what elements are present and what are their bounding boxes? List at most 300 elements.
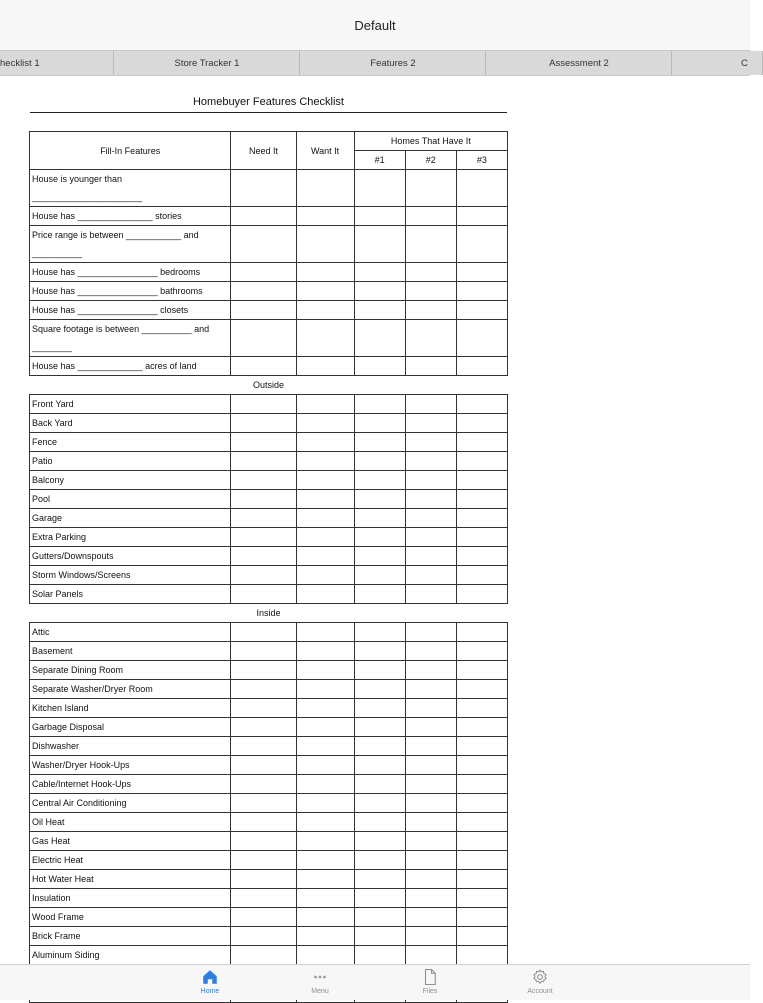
check-cell[interactable] [456, 566, 507, 585]
check-cell[interactable] [405, 661, 456, 680]
tab-checklist-1[interactable]: hecklist 1 [0, 51, 114, 75]
check-cell[interactable] [354, 718, 405, 737]
check-cell[interactable] [296, 737, 354, 756]
check-cell[interactable] [405, 301, 456, 320]
check-cell[interactable] [456, 395, 507, 414]
check-cell[interactable] [456, 433, 507, 452]
table-header-row [30, 132, 508, 151]
sheet-tab-strip [0, 50, 750, 76]
feature-label: Hot Water Heat [30, 870, 231, 889]
feature-label: Balcony [30, 471, 231, 490]
check-cell[interactable] [231, 528, 296, 547]
table-row [30, 832, 508, 851]
check-cell[interactable] [405, 490, 456, 509]
check-cell[interactable] [231, 794, 296, 813]
check-cell[interactable] [354, 170, 405, 207]
check-cell[interactable] [296, 623, 354, 642]
check-cell[interactable] [456, 775, 507, 794]
check-cell[interactable] [231, 813, 296, 832]
check-cell[interactable] [405, 170, 456, 207]
table-row [30, 889, 508, 908]
table-row [30, 263, 508, 282]
check-cell[interactable] [231, 851, 296, 870]
check-cell[interactable] [456, 718, 507, 737]
check-cell[interactable] [405, 908, 456, 927]
check-cell[interactable] [296, 832, 354, 851]
feature-label: Wood Frame [30, 908, 231, 927]
feature-label: Attic [30, 623, 231, 642]
check-cell[interactable] [405, 889, 456, 908]
check-cell[interactable] [296, 775, 354, 794]
check-cell[interactable] [296, 170, 354, 207]
table-row [30, 623, 508, 642]
table-row [30, 680, 508, 699]
check-cell[interactable] [354, 414, 405, 433]
check-cell[interactable] [456, 870, 507, 889]
check-cell[interactable] [456, 889, 507, 908]
check-cell[interactable] [456, 623, 507, 642]
check-cell[interactable] [231, 566, 296, 585]
check-cell[interactable] [231, 471, 296, 490]
check-cell[interactable] [296, 566, 354, 585]
check-cell[interactable] [296, 547, 354, 566]
table-row [30, 813, 508, 832]
table-row [30, 756, 508, 775]
check-cell[interactable] [456, 794, 507, 813]
check-cell[interactable] [354, 282, 405, 301]
fill-in-feature-cell[interactable] [30, 357, 231, 376]
check-cell[interactable] [231, 832, 296, 851]
check-cell[interactable] [296, 908, 354, 927]
header-want-it: Want It [296, 132, 354, 170]
check-cell[interactable] [296, 490, 354, 509]
header-home-3: #3 [456, 151, 507, 170]
check-cell[interactable] [296, 433, 354, 452]
section-label-inside: Inside [30, 604, 508, 623]
check-cell[interactable] [405, 737, 456, 756]
check-cell[interactable] [231, 207, 296, 226]
check-cell[interactable] [231, 301, 296, 320]
check-cell[interactable] [405, 414, 456, 433]
check-cell[interactable] [231, 661, 296, 680]
check-cell[interactable] [354, 699, 405, 718]
features-table [29, 131, 508, 1003]
check-cell[interactable] [231, 452, 296, 471]
check-cell[interactable] [405, 528, 456, 547]
check-cell[interactable] [354, 661, 405, 680]
check-cell[interactable] [354, 775, 405, 794]
feature-label: Basement [30, 642, 231, 661]
check-cell[interactable] [405, 718, 456, 737]
feature-label: Oil Heat [30, 813, 231, 832]
check-cell[interactable] [231, 870, 296, 889]
more-dots-icon [311, 968, 329, 986]
check-cell[interactable] [405, 813, 456, 832]
check-cell[interactable] [231, 585, 296, 604]
check-cell[interactable] [354, 509, 405, 528]
feature-label: House is younger than [32, 174, 123, 184]
check-cell[interactable] [231, 263, 296, 282]
check-cell[interactable] [296, 207, 354, 226]
check-cell[interactable] [354, 585, 405, 604]
check-cell[interactable] [405, 832, 456, 851]
tab-partial[interactable]: C [673, 51, 763, 75]
check-cell[interactable] [405, 585, 456, 604]
check-cell[interactable] [231, 395, 296, 414]
check-cell[interactable] [296, 395, 354, 414]
window-title: Default [354, 17, 396, 33]
check-cell[interactable] [354, 737, 405, 756]
feature-label: Gutters/Downspouts [30, 547, 231, 566]
outside-section [30, 395, 508, 604]
feature-label: Separate Washer/Dryer Room [30, 680, 231, 699]
title-underline [30, 112, 507, 113]
section-label-outside: Outside [30, 376, 508, 395]
check-cell[interactable] [456, 813, 507, 832]
check-cell[interactable] [405, 433, 456, 452]
check-cell[interactable] [296, 756, 354, 775]
check-cell[interactable] [405, 452, 456, 471]
check-cell[interactable] [405, 794, 456, 813]
check-cell[interactable] [231, 547, 296, 566]
check-cell[interactable] [456, 320, 507, 357]
check-cell[interactable] [354, 946, 405, 965]
check-cell[interactable] [456, 509, 507, 528]
feature-label: Garbage Disposal [30, 718, 231, 737]
table-row [30, 642, 508, 661]
check-cell[interactable] [296, 946, 354, 965]
table-row [30, 737, 508, 756]
check-cell[interactable] [456, 263, 507, 282]
check-cell[interactable] [456, 226, 507, 263]
table-row [30, 282, 508, 301]
check-cell[interactable] [296, 699, 354, 718]
check-cell[interactable] [405, 642, 456, 661]
feature-label: Storm Windows/Screens [30, 566, 231, 585]
table-row [30, 320, 508, 357]
table-row [30, 946, 508, 965]
fill-in-feature-cell[interactable] [30, 207, 231, 226]
check-cell[interactable] [405, 282, 456, 301]
file-icon [421, 968, 439, 986]
check-cell[interactable] [231, 509, 296, 528]
tab-assessment-2[interactable]: Assessment 2 [487, 51, 672, 75]
feature-label: Insulation [30, 889, 231, 908]
check-cell[interactable] [231, 889, 296, 908]
header-home-1: #1 [354, 151, 405, 170]
check-cell[interactable] [456, 642, 507, 661]
check-cell[interactable] [405, 927, 456, 946]
check-cell[interactable] [231, 908, 296, 927]
feature-label: Brick Frame [30, 927, 231, 946]
feature-label: Square footage is between __________ and [32, 324, 210, 334]
home-icon [201, 968, 219, 986]
tab-store-tracker-1[interactable]: Store Tracker 1 [115, 51, 300, 75]
check-cell[interactable] [456, 851, 507, 870]
check-cell[interactable] [231, 414, 296, 433]
title-bar [0, 0, 750, 50]
check-cell[interactable] [405, 547, 456, 566]
tab-features-2[interactable]: Features 2 [301, 51, 486, 75]
table-row [30, 226, 508, 263]
check-cell[interactable] [456, 357, 507, 376]
check-cell[interactable] [296, 301, 354, 320]
check-cell[interactable] [296, 889, 354, 908]
check-cell[interactable] [354, 642, 405, 661]
bottom-tab-bar [0, 964, 750, 1000]
feature-label: Patio [30, 452, 231, 471]
check-cell[interactable] [354, 226, 405, 263]
check-cell[interactable] [231, 642, 296, 661]
fill-in-feature-cell[interactable] [30, 301, 231, 320]
fill-in-feature-cell[interactable] [30, 282, 231, 301]
nav-menu[interactable]: Menu [290, 968, 350, 1000]
check-cell[interactable] [354, 547, 405, 566]
check-cell[interactable] [231, 699, 296, 718]
table-row [30, 585, 508, 604]
check-cell[interactable] [456, 585, 507, 604]
feature-label: Cable/Internet Hook-Ups [30, 775, 231, 794]
check-cell[interactable] [456, 661, 507, 680]
table-row [30, 661, 508, 680]
fill-in-feature-cell[interactable] [30, 320, 231, 357]
check-cell[interactable] [456, 207, 507, 226]
check-cell[interactable] [354, 889, 405, 908]
check-cell[interactable] [231, 946, 296, 965]
check-cell[interactable] [405, 566, 456, 585]
check-cell[interactable] [354, 832, 405, 851]
check-cell[interactable] [456, 927, 507, 946]
table-row [30, 851, 508, 870]
check-cell[interactable] [405, 851, 456, 870]
table-row [30, 528, 508, 547]
check-cell[interactable] [296, 226, 354, 263]
check-cell[interactable] [231, 282, 296, 301]
gear-icon [531, 968, 549, 986]
feature-label-continued: ______________________ [32, 192, 143, 202]
check-cell[interactable] [456, 737, 507, 756]
feature-label: Price range is between ___________ and [32, 230, 199, 240]
check-cell[interactable] [405, 699, 456, 718]
nav-account[interactable]: Account [510, 968, 570, 1000]
check-cell[interactable] [231, 680, 296, 699]
check-cell[interactable] [296, 528, 354, 547]
check-cell[interactable] [354, 908, 405, 927]
check-cell[interactable] [456, 547, 507, 566]
check-cell[interactable] [354, 870, 405, 889]
check-cell[interactable] [231, 320, 296, 357]
check-cell[interactable] [405, 870, 456, 889]
table-row [30, 699, 508, 718]
table-row [30, 395, 508, 414]
check-cell[interactable] [354, 756, 405, 775]
check-cell[interactable] [296, 794, 354, 813]
document-view[interactable] [0, 77, 750, 964]
check-cell[interactable] [354, 794, 405, 813]
check-cell[interactable] [296, 585, 354, 604]
nav-home[interactable]: Home [180, 968, 240, 1000]
check-cell[interactable] [296, 870, 354, 889]
table-row [30, 908, 508, 927]
feature-label-continued: __________ [32, 248, 83, 258]
check-cell[interactable] [456, 756, 507, 775]
check-cell[interactable] [354, 433, 405, 452]
check-cell[interactable] [405, 207, 456, 226]
feature-label: House has _______________ stories [32, 211, 182, 221]
check-cell[interactable] [296, 718, 354, 737]
check-cell[interactable] [456, 946, 507, 965]
check-cell[interactable] [456, 490, 507, 509]
check-cell[interactable] [405, 226, 456, 263]
table-row [30, 490, 508, 509]
feature-label: Solar Panels [30, 585, 231, 604]
table-row [30, 775, 508, 794]
check-cell[interactable] [405, 263, 456, 282]
check-cell[interactable] [231, 433, 296, 452]
check-cell[interactable] [405, 623, 456, 642]
check-cell[interactable] [456, 699, 507, 718]
check-cell[interactable] [456, 282, 507, 301]
feature-label: House has ________________ closets [32, 305, 189, 315]
check-cell[interactable] [354, 320, 405, 357]
check-cell[interactable] [456, 832, 507, 851]
fill-in-feature-cell[interactable] [30, 170, 231, 207]
check-cell[interactable] [456, 680, 507, 699]
inside-section-header [30, 604, 508, 623]
table-row [30, 927, 508, 946]
feature-label: House has ________________ bedrooms [32, 267, 201, 277]
feature-label: Washer/Dryer Hook-Ups [30, 756, 231, 775]
feature-label: Back Yard [30, 414, 231, 433]
check-cell[interactable] [231, 718, 296, 737]
check-cell[interactable] [405, 946, 456, 965]
check-cell[interactable] [456, 908, 507, 927]
check-cell[interactable] [354, 927, 405, 946]
fill-in-feature-cell[interactable] [30, 263, 231, 282]
check-cell[interactable] [296, 282, 354, 301]
check-cell[interactable] [354, 263, 405, 282]
feature-label: Gas Heat [30, 832, 231, 851]
table-row [30, 794, 508, 813]
outside-section-header [30, 376, 508, 395]
check-cell[interactable] [231, 170, 296, 207]
check-cell[interactable] [354, 851, 405, 870]
check-cell[interactable] [231, 737, 296, 756]
header-need-it: Need It [231, 132, 296, 170]
check-cell[interactable] [456, 471, 507, 490]
table-row [30, 433, 508, 452]
check-cell[interactable] [456, 301, 507, 320]
table-row [30, 170, 508, 207]
check-cell[interactable] [296, 320, 354, 357]
check-cell[interactable] [296, 680, 354, 699]
check-cell[interactable] [405, 395, 456, 414]
check-cell[interactable] [456, 452, 507, 471]
table-row [30, 547, 508, 566]
header-home-2: #2 [405, 151, 456, 170]
feature-label: Garage [30, 509, 231, 528]
check-cell[interactable] [456, 170, 507, 207]
table-row [30, 452, 508, 471]
check-cell[interactable] [354, 395, 405, 414]
check-cell[interactable] [296, 509, 354, 528]
check-cell[interactable] [231, 623, 296, 642]
check-cell[interactable] [296, 813, 354, 832]
table-row [30, 718, 508, 737]
check-cell[interactable] [296, 642, 354, 661]
feature-label: Front Yard [30, 395, 231, 414]
feature-label: Fence [30, 433, 231, 452]
check-cell[interactable] [405, 320, 456, 357]
check-cell[interactable] [354, 528, 405, 547]
check-cell[interactable] [231, 775, 296, 794]
check-cell[interactable] [296, 414, 354, 433]
header-fill-in-features: Fill-In Features [30, 132, 231, 170]
check-cell[interactable] [296, 263, 354, 282]
check-cell[interactable] [296, 851, 354, 870]
check-cell[interactable] [354, 471, 405, 490]
check-cell[interactable] [354, 680, 405, 699]
check-cell[interactable] [405, 357, 456, 376]
check-cell[interactable] [354, 490, 405, 509]
check-cell[interactable] [354, 813, 405, 832]
check-cell[interactable] [456, 414, 507, 433]
check-cell[interactable] [296, 357, 354, 376]
feature-label: Electric Heat [30, 851, 231, 870]
table-row [30, 509, 508, 528]
check-cell[interactable] [456, 528, 507, 547]
check-cell[interactable] [354, 623, 405, 642]
check-cell[interactable] [405, 775, 456, 794]
fill-in-feature-cell[interactable] [30, 226, 231, 263]
table-row [30, 301, 508, 320]
document-title: Homebuyer Features Checklist [192, 96, 344, 108]
header-homes-that-have-it: Homes That Have It [354, 132, 507, 151]
check-cell[interactable] [231, 357, 296, 376]
table-row [30, 414, 508, 433]
check-cell[interactable] [405, 756, 456, 775]
table-row [30, 207, 508, 226]
check-cell[interactable] [354, 357, 405, 376]
check-cell[interactable] [296, 661, 354, 680]
check-cell[interactable] [405, 509, 456, 528]
check-cell[interactable] [231, 927, 296, 946]
check-cell[interactable] [405, 680, 456, 699]
nav-files[interactable]: Files [400, 968, 460, 1000]
table-row [30, 870, 508, 889]
feature-label: Kitchen Island [30, 699, 231, 718]
check-cell[interactable] [354, 207, 405, 226]
feature-label: Central Air Conditioning [30, 794, 231, 813]
check-cell[interactable] [296, 471, 354, 490]
check-cell[interactable] [354, 301, 405, 320]
feature-label: Separate Dining Room [30, 661, 231, 680]
check-cell[interactable] [231, 226, 296, 263]
check-cell[interactable] [231, 756, 296, 775]
table-row [30, 566, 508, 585]
check-cell[interactable] [296, 927, 354, 946]
check-cell[interactable] [354, 566, 405, 585]
check-cell[interactable] [354, 452, 405, 471]
fill-in-section [30, 170, 508, 376]
check-cell[interactable] [405, 471, 456, 490]
table-row [30, 471, 508, 490]
feature-label: House has _____________ acres of land [32, 361, 197, 371]
check-cell[interactable] [231, 490, 296, 509]
feature-label: Aluminum Siding [30, 946, 231, 965]
check-cell[interactable] [296, 452, 354, 471]
feature-label: Pool [30, 490, 231, 509]
